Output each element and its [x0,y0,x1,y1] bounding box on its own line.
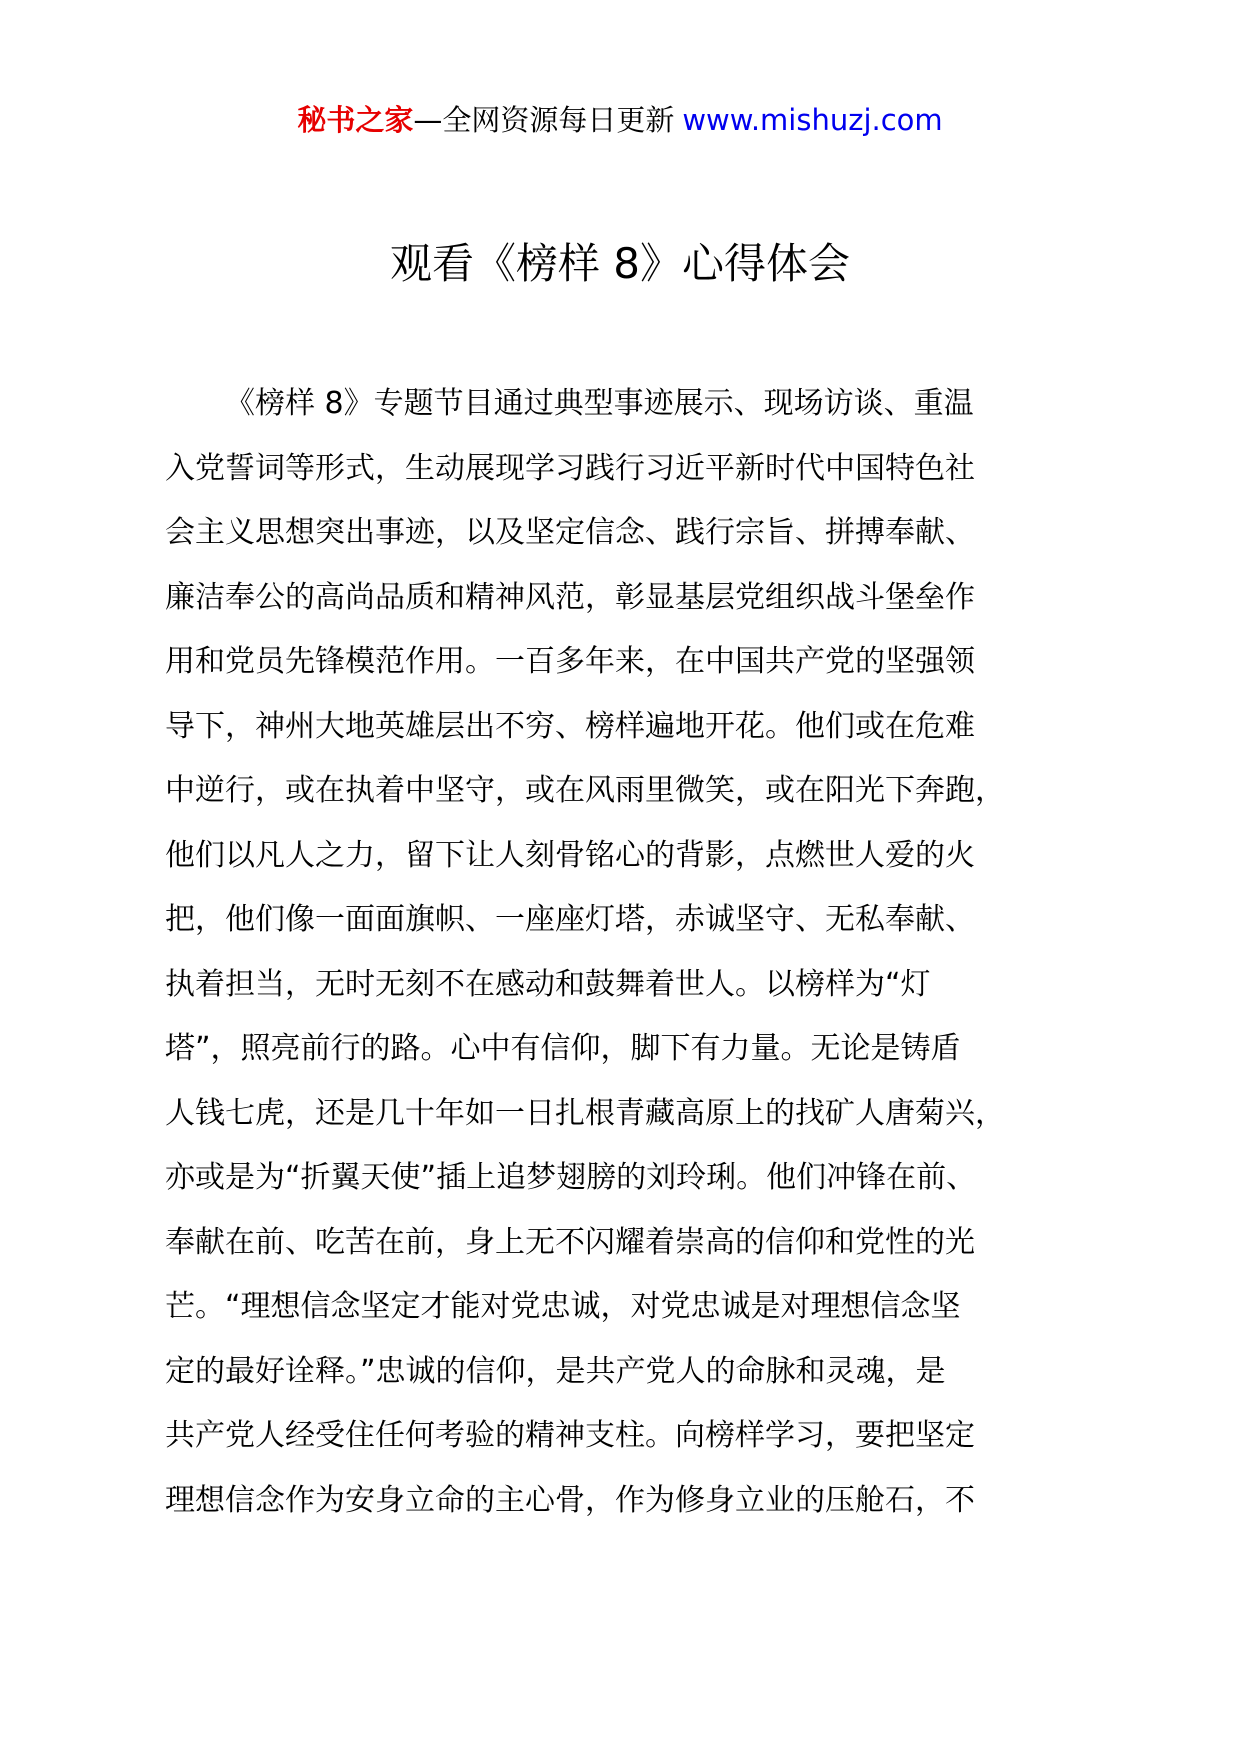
body-line: 中逆行，或在执着中坚守，或在风雨里微笑，或在阳光下奔跑， [165,773,1005,808]
body-line: 用和党员先锋模范作用。一百多年来，在中国共产党的坚强领 [165,644,975,679]
body-line: 导下，神州大地英雄层出不穷、榜样遍地开花。他们或在危难 [165,708,975,744]
body-line: 共产党人经受住任何考验的精神支柱。向榜样学习，要把坚定 [165,1418,975,1453]
body-line: 入党誓词等形式，生动展现学习践行习近平新时代中国特色社 [165,450,975,486]
body-line: 廉洁奉公的高尚品质和精神风范，彰显基层党组织战斗堡垒作 [165,579,975,615]
body-line: 人钱七虎，还是几十年如一日扎根青藏高原上的找矿人唐菊兴， [165,1095,1005,1131]
site-url-link[interactable]: www.mishuzj.com [682,103,943,137]
site-brand: 秘书之家 [297,103,414,137]
document-title: 观看《榜样 8》心得体会 [389,239,851,288]
site-header [0,100,1240,140]
body-line: 理想信念作为安身立命的主心骨，作为修身立业的压舱石，不 [165,1482,975,1518]
body-line: 塔”，照亮前行的路。心中有信仰，脚下有力量。无论是铸盾 [165,1031,961,1066]
body-line: 奉献在前、吃苦在前，身上无不闪耀着崇高的信仰和党性的光 [165,1224,975,1260]
body-line: 定的最好诠释。”忠诚的信仰，是共产党人的命脉和灵魂，是 [165,1353,946,1389]
body-line: 亦或是为“折翼天使”插上追梦翅膀的刘玲琍。他们冲锋在前、 [165,1160,977,1195]
body-line: 《榜样 8》专题节目通过典型事迹展示、现场访谈、重温 [225,386,974,421]
site-slogan: —全网资源每日更新 [413,103,675,137]
document-body [165,372,1105,1533]
body-line: 他们以凡人之力，留下让人刻骨铭心的背影，点燃世人爱的火 [165,837,975,873]
body-line: 芒。“理想信念坚定才能对党忠诚，对党忠诚是对理想信念坚 [165,1289,961,1324]
body-line: 把，他们像一面面旗帜、一座座灯塔，赤诚坚守、无私奉献、 [165,902,975,937]
body-line: 执着担当，无时无刻不在感动和鼓舞着世人。以榜样为“灯 [165,966,931,1002]
body-line: 会主义思想突出事迹，以及坚定信念、践行宗旨、拼搏奉献、 [165,515,975,550]
